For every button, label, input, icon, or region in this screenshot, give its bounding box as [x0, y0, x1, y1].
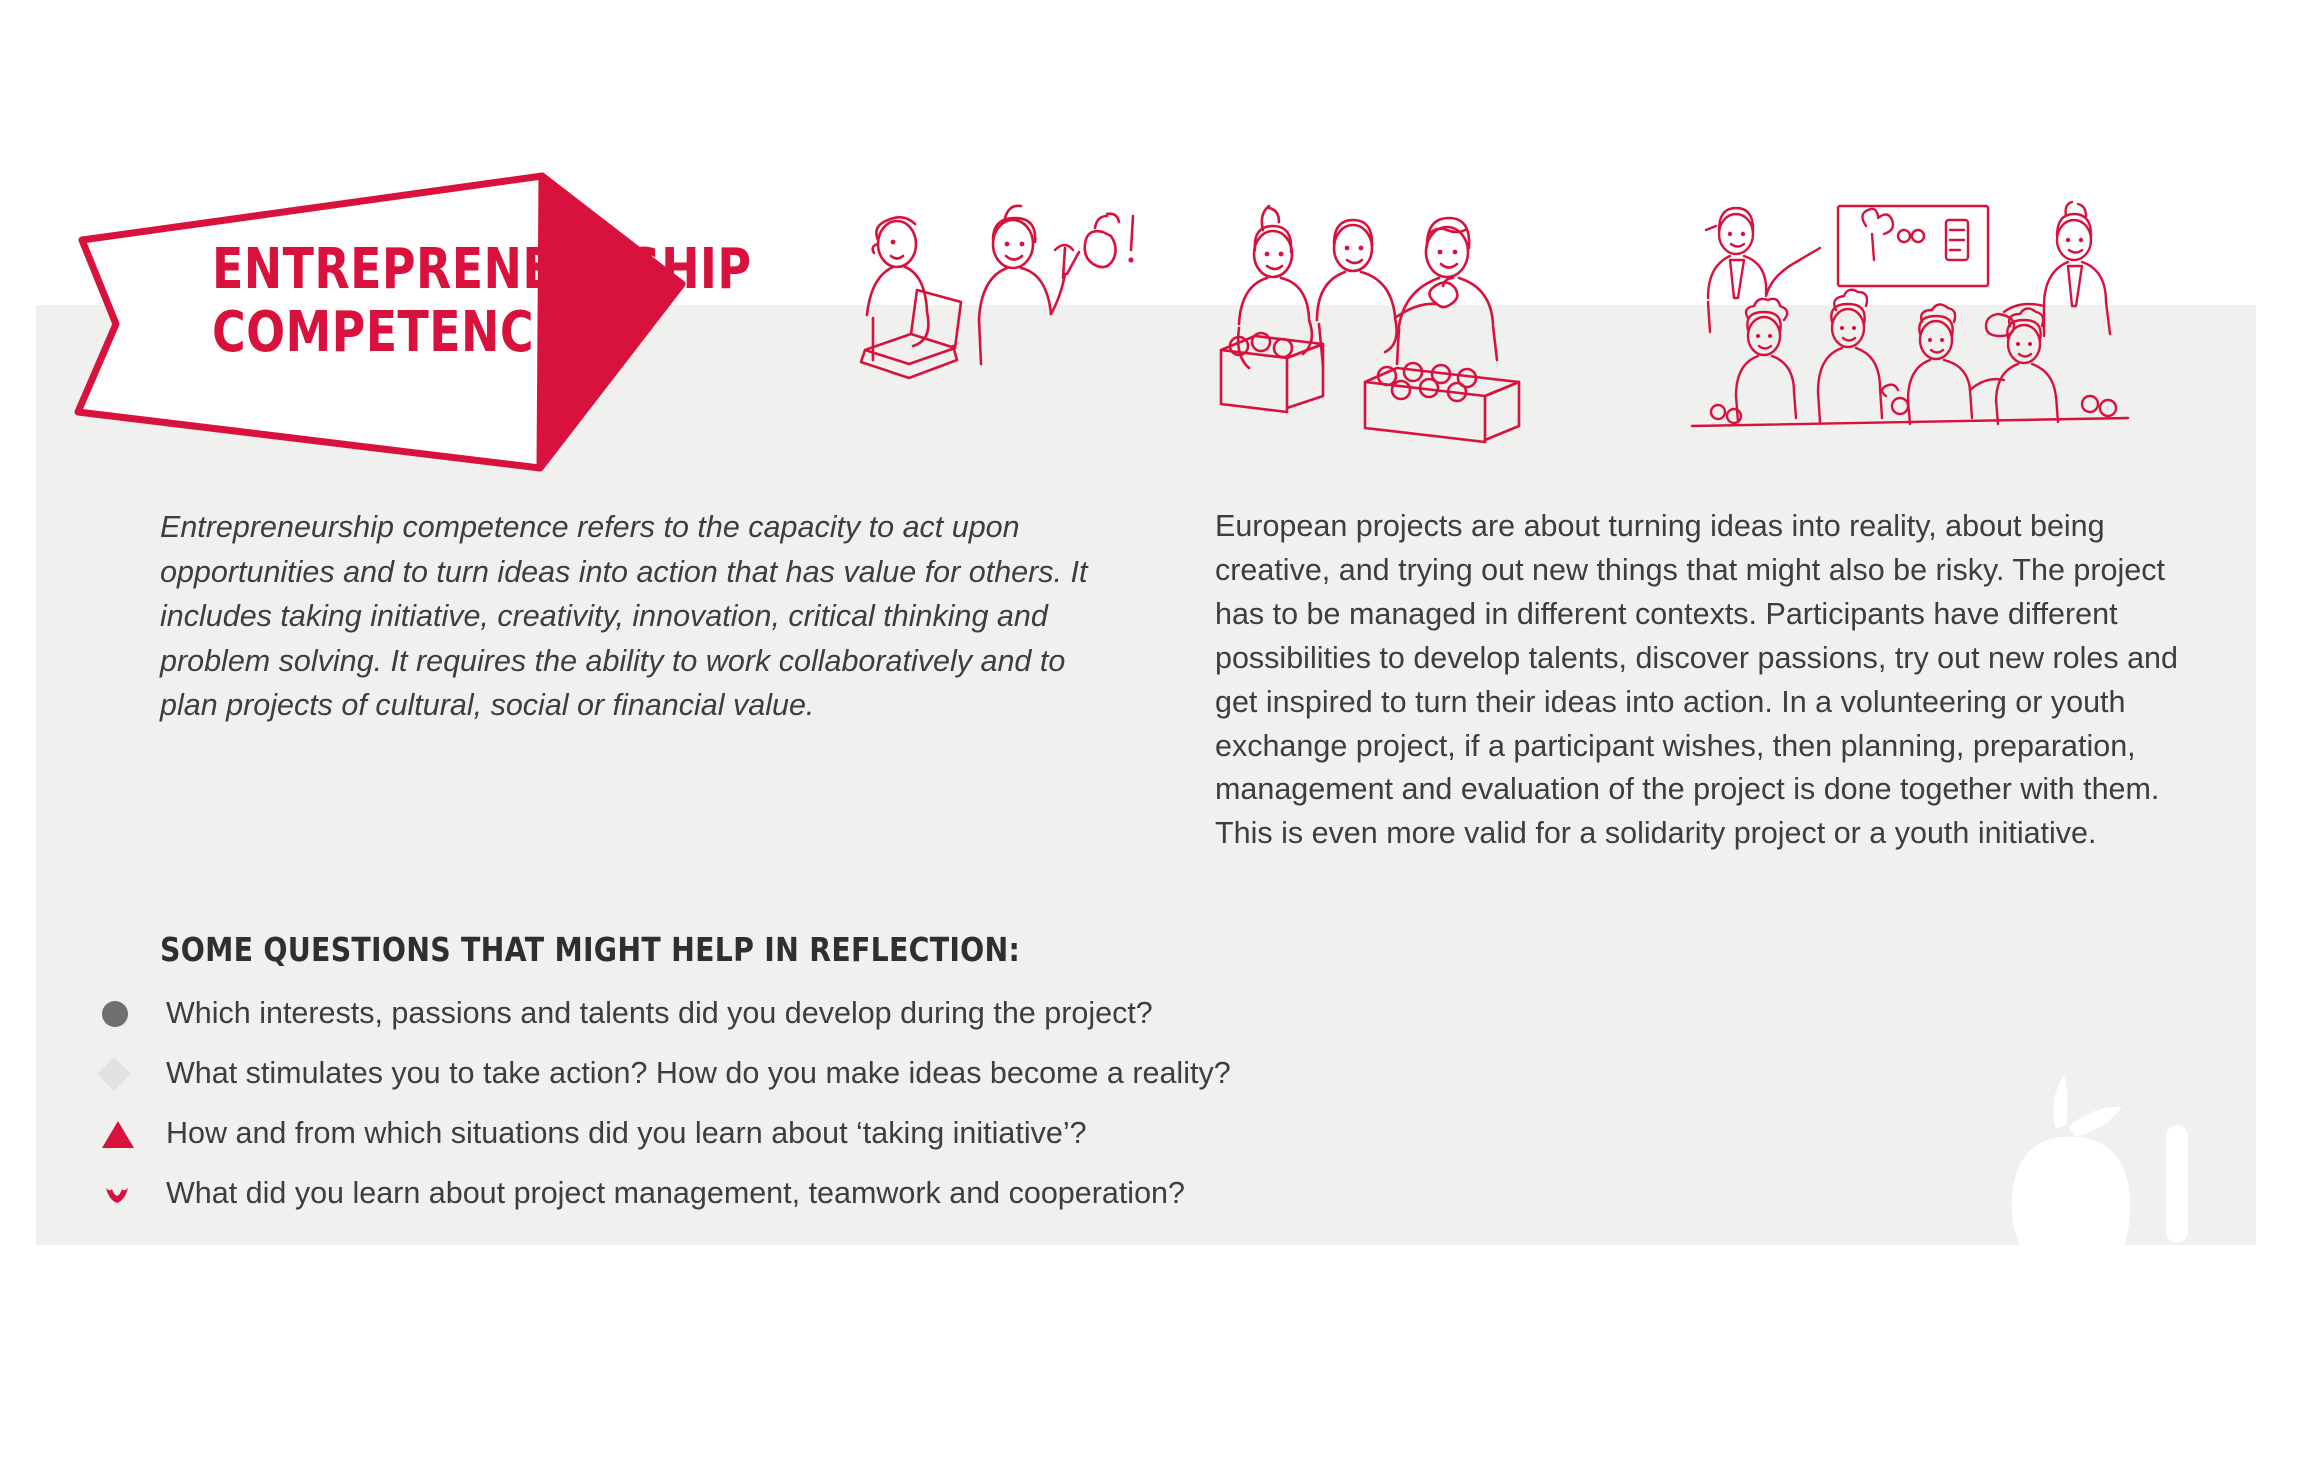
reflection-questions [160, 930, 1660, 1231]
page-title [212, 237, 752, 366]
list-item [160, 991, 1660, 1037]
definition-paragraph: Entrepreneurship competence refers to the capacity to act upon opportunities and to turn ideas into action that has value for others. It includes taking initiative, creativity, innovation, critical thinking and problem solving. It requires the ability to work collaboratively and to plan projects of cultural, social or financial value. [160, 510, 1088, 723]
context-paragraph: European projects are about turning ideas into reality, about being creative, and trying out new things that might also be risky. The project has to be managed in different contexts. Participants have different possibilities to develop talents, discover passions, try out new roles and get inspired to turn their ideas into action. In a volunteering or youth exchange project, if a participant wishes, then planning, preparation, management and evaluation of the project is done together with them. This is even more valid for a solidarity project or a youth initiative. [1215, 509, 2178, 851]
question-text: Which interests, passions and talents did you develop during the project? [166, 996, 1153, 1031]
question-text: What did you learn about project management, teamwork and cooperation? [166, 1176, 1185, 1211]
people-sorting-apple-crates-illustration [1215, 200, 1605, 460]
tulip-marker [102, 1179, 166, 1209]
list-item [160, 1111, 1660, 1157]
two-people-with-laptop-and-apple-illustration [845, 200, 1205, 460]
diamond-marker [102, 1062, 166, 1086]
question-text: How and from which situations did you learn about ‘taking initiative’? [166, 1116, 1087, 1151]
triangle-marker [102, 1121, 166, 1148]
circle-marker [102, 1001, 166, 1027]
page-title-line1: ENTREPRENEURSHIP [212, 237, 752, 302]
list-item [160, 1171, 1660, 1217]
group-presentation-and-cooking-illustration [1690, 200, 2130, 460]
page-title-line2: COMPETENCE [212, 300, 566, 366]
questions-heading: SOME QUESTIONS THAT MIGHT HELP IN REFLECTION: [160, 930, 1021, 969]
question-text: What stimulates you to take action? How do you make ideas become a reality? [166, 1056, 1231, 1091]
title-banner [72, 172, 752, 487]
list-item [160, 1051, 1660, 1097]
